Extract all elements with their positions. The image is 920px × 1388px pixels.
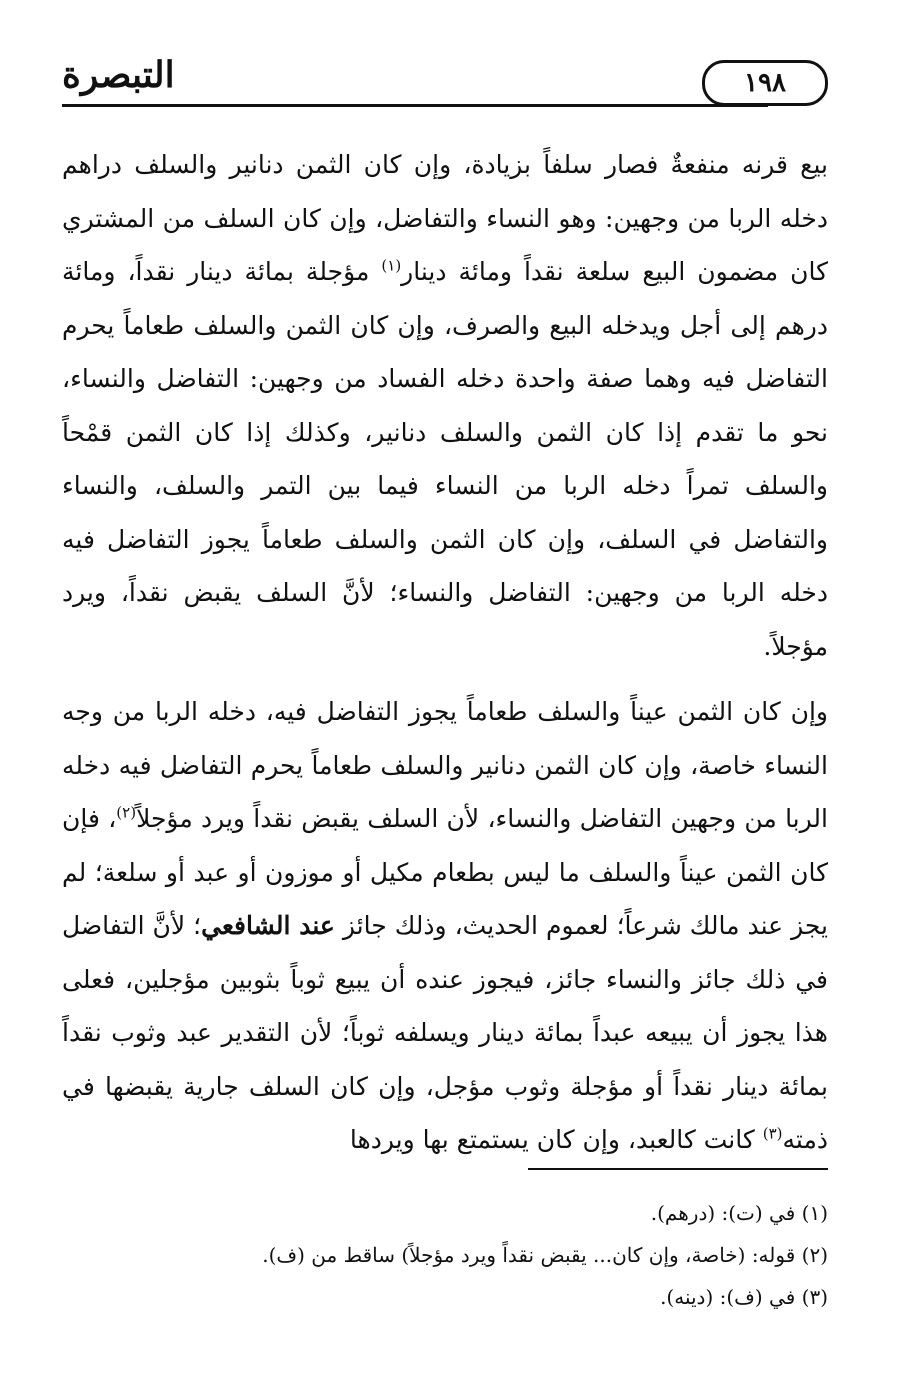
footnote-ref-1: (١) xyxy=(381,256,402,275)
paragraph-1-part-2: مؤجلة بمائة دينار نقداً، ومائة درهم إلى أجل ويدخله البيع والصرف، وإن كان الثمن والسلف طعاماً يحرم التفاضل فيه وهما صفة واحدة دخله الفساد من وجهين: التفاضل والنساء، نحو ما تقدم إذا كان الثمن والسلف دنانير، وكذلك إذا كان الثمن قمْحاً والسلف تمراً دخله الربا من النساء فيما بين التمر والسلف، والنساء والتفاضل في السلف، وإن كان الثمن والسلف طعاماً يجوز التفاضل فيه دخله الربا من وجهين: التفاضل والنساء؛ لأنَّ السلف يقبض نقداً، ويرد مؤجلاً. xyxy=(62,257,828,661)
bold-term: عند الشافعي xyxy=(201,911,335,940)
header-rule xyxy=(62,104,768,107)
paragraph-2 xyxy=(62,685,828,1167)
paragraph-2-part-1: وإن كان الثمن عيناً والسلف طعاماً يجوز التفاضل فيه، دخله الربا من وجه النساء خاصة، وإن كان الثمن دنانير والسلف طعاماً يحرم التفاضل فيه دخله الربا من وجهين التفاضل والنساء، لأن السلف يقبض نقداً ويرد مؤجلاً xyxy=(62,697,828,833)
footnote-divider xyxy=(528,1168,828,1170)
footnote-2: (٢) قوله: (خاصة، وإن كان... يقبض نقداً ويرد مؤجلاً) ساقط من (ف). xyxy=(262,1243,828,1267)
footnote-3: (٣) في (ف): (دينه). xyxy=(660,1285,828,1309)
paragraph-gap xyxy=(62,673,828,685)
paragraph-2-part-4: كانت كالعبد، وإن كان يستمتع بها ويردها xyxy=(349,1125,763,1154)
paragraph-2-part-2: ، فإن كان الثمن عيناً والسلف ما ليس بطعام مكيل أو موزون أو عبد أو سلعة؛ لم يجز عند مالك شرعاً؛ لعموم الحديث، وذلك جائز xyxy=(62,804,829,940)
main-text xyxy=(62,138,828,1167)
footnote-ref-2: (٢) xyxy=(116,803,137,822)
footnote-1: (١) في (ت): (درهم). xyxy=(650,1201,828,1225)
paragraph-1-part-1: بيع قرنه منفعةٌ فصار سلفاً بزيادة، وإن كان الثمن دنانير والسلف دراهم دخله الربا من وجهين: وهو النساء والتفاضل، وإن كان السلف من المشتري كان مضمون البيع سلعة نقداً ومائة دينار xyxy=(62,150,828,286)
page-header xyxy=(62,48,828,108)
page-number-badge xyxy=(702,60,828,106)
page-number: ١٩٨ xyxy=(744,68,786,98)
footnote-ref-3: (٣) xyxy=(762,1124,783,1143)
paragraph-2-part-3: ؛ لأنَّ التفاضل في ذلك جائز والنساء جائز، فيجوز عنده أن يبيع ثوباً بثوبين مؤجلين، فعلى هذا يجوز أن يبيعه عبداً بمائة دينار ويسلفه ثوباً؛ لأن التقدير عبد وثوب نقداً بمائة دينار نقداً أو مؤجلة وثوب مؤجل، وإن كان السلف جارية يقبضها في ذمته xyxy=(62,911,828,1154)
book-title: التبصرة xyxy=(62,54,175,96)
footnotes xyxy=(62,1192,828,1318)
paragraph-1 xyxy=(62,138,828,673)
